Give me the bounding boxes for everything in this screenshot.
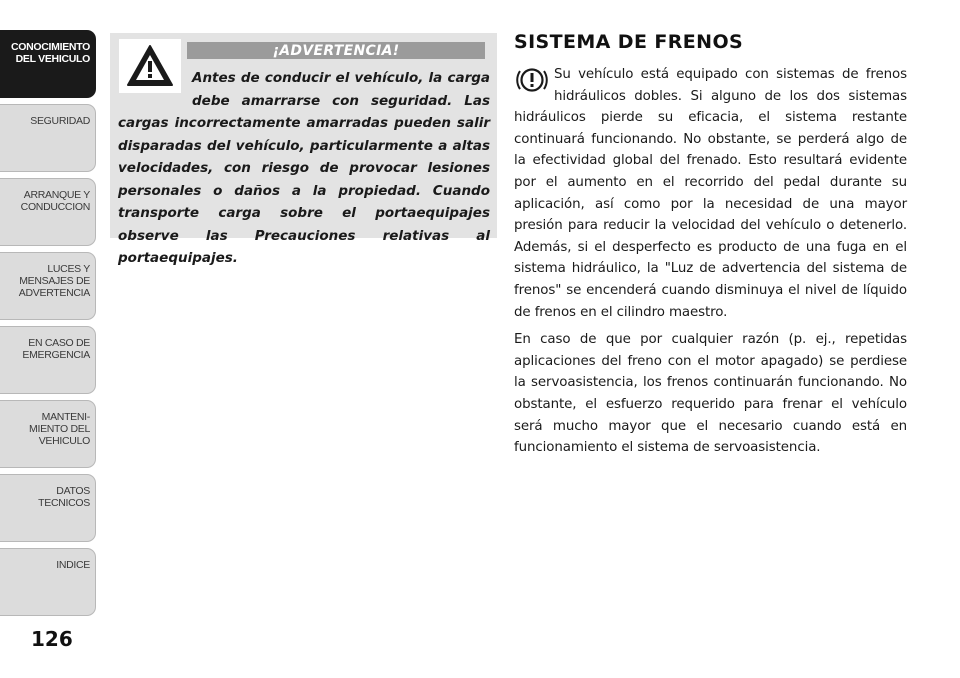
tab-luces-y-mensajes[interactable] [0, 252, 96, 320]
tab-mantenimiento[interactable] [0, 400, 96, 468]
tab-label: INDICE [56, 559, 90, 571]
tab-label: LUCES Y MENSAJES DE ADVERTENCIA [18, 263, 90, 299]
section-body [514, 64, 907, 459]
section-title: SISTEMA DE FRENOS [514, 31, 744, 53]
tab-label: ARRANQUE Y CONDUCCION [20, 189, 90, 213]
tab-conocimiento-del-vehiculo[interactable] [0, 30, 96, 98]
tab-label: DATOS TECNICOS [38, 485, 90, 509]
warning-text: Antes de conducir el vehículo, la carga debe amarrarse con seguridad. Las cargas incorrectamente amarradas pueden salir disparadas del vehículo, particularmente a altas velocidades, con riesgo de provocar lesiones personales o daños a la propiedad. Cuando transporte carga sobre el portaequipajes observe las Precauciones relativas al portaequipajes. [118, 70, 490, 266]
chapter-tabs [0, 0, 98, 630]
paragraph-1 [514, 64, 907, 323]
tab-label: SEGURIDAD [30, 115, 90, 127]
paragraph-2: En caso de que por cualquier razón (p. ej., repetidas aplicaciones del freno con el motor apagado) se perdiese la servoasistencia, los frenos continuarán funcionando. No obstante, el esfuerzo requerido para frenar el vehículo será mucho mayor que el necesario cuando está en funcionamiento el sistema de servoasistencia. [514, 332, 907, 456]
tab-label: MANTENI- MIENTO DEL VEHICULO [29, 411, 90, 447]
tab-label: CONOCIMIENTO DEL VEHICULO [10, 41, 90, 65]
tab-datos-tecnicos[interactable] [0, 474, 96, 542]
tab-en-caso-de-emergencia[interactable] [0, 326, 96, 394]
tab-arranque-y-conduccion[interactable] [0, 178, 96, 246]
warning-box [110, 33, 497, 266]
tab-seguridad[interactable] [0, 104, 96, 172]
warning-title: ¡ADVERTENCIA! [272, 42, 400, 59]
warning-title-bar [187, 42, 485, 59]
tab-indice[interactable] [0, 548, 96, 616]
tab-label: EN CASO DE EMERGENCIA [22, 337, 90, 361]
page-number: 126 [31, 627, 73, 651]
info-exclamation-icon [514, 66, 554, 98]
paragraph-1-text: Su vehículo está equipado con sistemas de frenos hidráulicos dobles. Si alguno de los dos sistemas hidráulicos pierde su eficacia, el sistema restante continuará funcionando. No obstante, se perderá algo de la efectividad global del frenado. Esto resultará evidente por el aumento en el recorrido del pedal durante su aplicación, así como por la necesidad de una mayor presión para reducir la velocidad del vehículo o detenerlo. Además, si el desperfecto es producto de una fuga en el sistema hidráulico, la "Luz de advertencia del sistema de frenos" se encenderá cuando disminuya el nivel de líquido de frenos en el cilindro maestro. [514, 67, 907, 320]
